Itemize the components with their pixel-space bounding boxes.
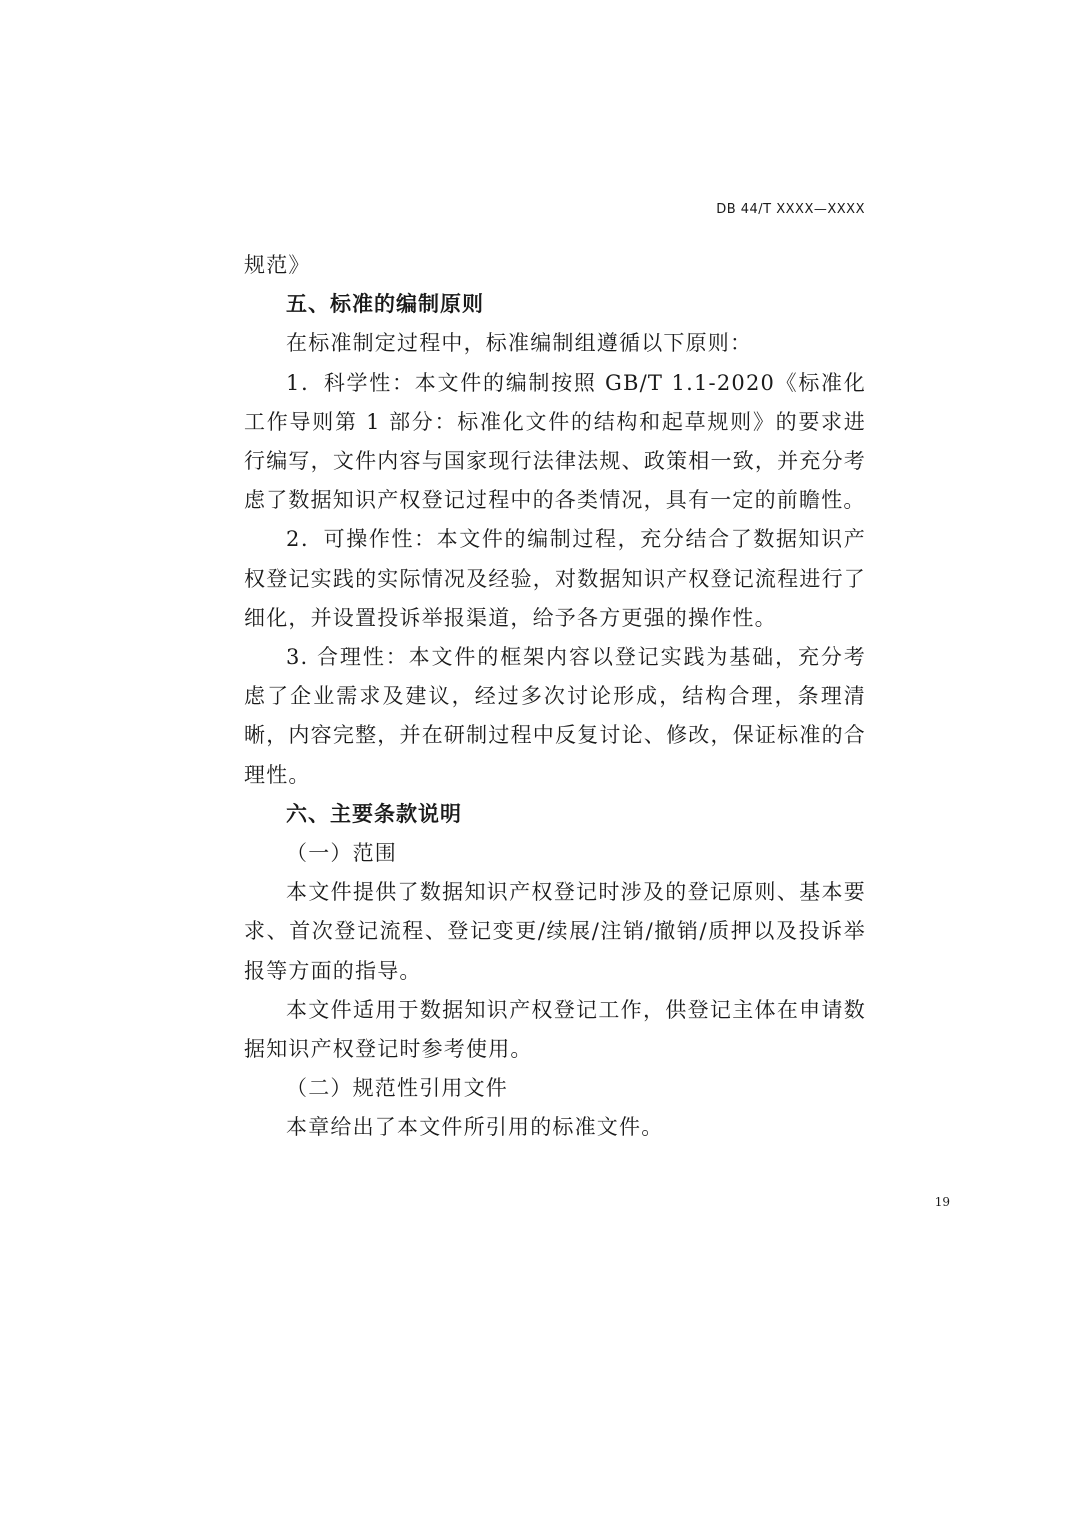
section-heading-compilation-principles: 五、标准的编制原则 bbox=[286, 292, 484, 317]
document-body bbox=[244, 246, 866, 1148]
paragraph-continuation: 规范》 bbox=[244, 253, 311, 277]
paragraph-principle-operability: 2．可操作性：本文件的编制过程，充分结合了数据知识产权登记实践的实际情况及经验，对数据知识产权登记流程进行了细化，并设置投诉举报渠道，给予各方更强的操作性。 bbox=[244, 527, 866, 630]
paragraph-normative-references: 本章给出了本文件所引用的标准文件。 bbox=[286, 1115, 664, 1140]
section-heading-main-clauses: 六、主要条款说明 bbox=[286, 801, 462, 826]
subsection-heading-normative-references: （二）规范性引用文件 bbox=[286, 1076, 508, 1101]
subsection-heading-scope: （一）范围 bbox=[286, 841, 397, 866]
paragraph-scope-applicability: 本文件适用于数据知识产权登记工作，供登记主体在申请数据知识产权登记时参考使用。 bbox=[244, 997, 866, 1062]
page-number: 19 bbox=[934, 1195, 950, 1209]
paragraph-principle-scientific: 1．科学性：本文件的编制按照 GB/T 1.1-2020《标准化工作导则第 1 部分：标准化文件的结构和起草规则》的要求进行编写，文件内容与国家现行法律法规、政策相一致，并充分考虑了数据知识产权登记过程中的各类情况，具有一定的前瞻性。 bbox=[244, 370, 866, 513]
paragraph-principles-intro: 在标准制定过程中，标准编制组遵循以下原则： bbox=[286, 331, 753, 356]
paragraph-principle-rationality: 3. 合理性：本文件的框架内容以登记实践为基础，充分考虑了企业需求及建议，经过多次讨论形成，结构合理，条理清晰，内容完整，并在研制过程中反复讨论、修改，保证标准的合理性。 bbox=[244, 645, 866, 787]
paragraph-scope-provision: 本文件提供了数据知识产权登记时涉及的登记原则、基本要求、首次登记流程、登记变更/续展/注销/撤销/质押以及投诉举报等方面的指导。 bbox=[244, 880, 866, 983]
document-code-header: DB 44/T XXXX—XXXX bbox=[716, 202, 865, 217]
